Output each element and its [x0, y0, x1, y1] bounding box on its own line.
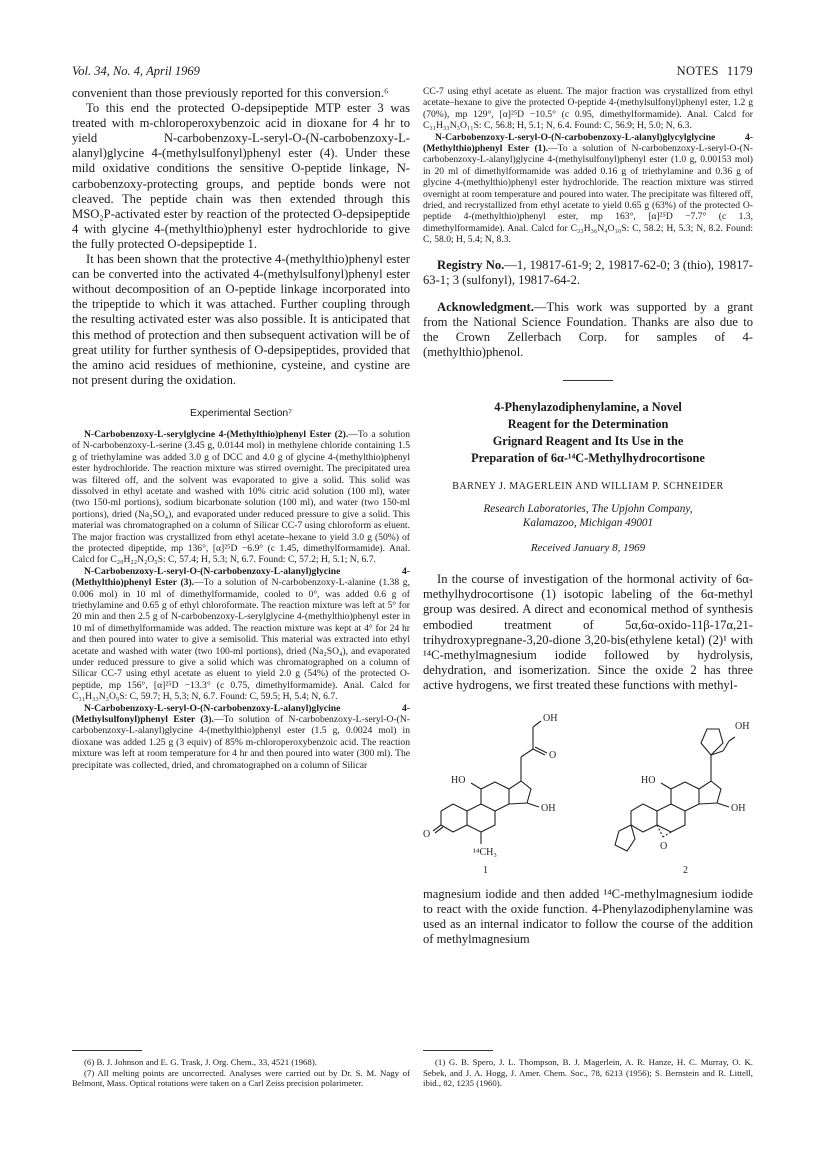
author-affiliation — [423, 502, 753, 530]
s1-ch3-label: ¹⁴CH₃ — [473, 847, 497, 858]
section-name: NOTES — [676, 64, 719, 78]
entry-body: —To a solution of N-carbobenzoxy-L-seryl-O-(N-carbobenzoxy-L-alanyl)glycine 4-(methylsulfonyl)phenyl ester (1.0 g, 0.00153 mol) in 20 ml of dimethylformamide was added 0.16 g of triethylamine and 0.36 g of glycine 4-(methylthio)phenyl ester hydrochloride. The reaction mixture was stirred overnight at room temperature and poured into water. The precipitate was filtered off, dried, and recrystallized from ethyl acetate to yield 0.65 g (63%) of the protected O-peptide 4-(methylthio)phenyl ester, mp 163°, [α]²⁵D −7.7° (c 1.3, dimethylformamide). Anal. Calcd for C₃₃H₃₆N₄O₁₀S: C, 58.2; H, 5.3; N, 8.2. Found: C, 58.0; H, 5.4; N, 8.3. — [423, 143, 753, 246]
title-line: Reagent for the Determination — [507, 417, 669, 432]
paragraph: It has been shown that the protective 4-(methylthio)phenyl ester can be converted into the activated 4-(methylsulfonyl)phenyl ester without decomposition of an O-peptide linkage incorporated into the tripeptide to which it was attached. Further coupling through the resulting activated ester was also possible. It is anticipated that this method of protection and then subsequent activation will be of great utility for further synthesis of O-depsipeptides, provided that the amino acid residues of methionine, cysteine, and cystine are not present during the oxidation. — [72, 252, 410, 387]
running-header-section — [677, 64, 753, 79]
entry-body: —To a solution of N-carbobenzoxy-L-serine (3.45 g, 0.0144 mol) in methylene chloride containing 1.5 g of triethylamine was added 3.0 g of DCC and 4.0 g of glycine 4-(methylthio)phenyl ester hydrochloride. The reaction mixture was stirred overnight. The precipitated urea was filtered off, and the solvent was evaporated to give a solid. This solid was dissolved in ethyl acetate and washed with 10% citric acid solution (100 ml), water (two 150-ml portions), sodium bicarbonate solution (100 ml), and water (two 150-ml portions), dried (Na₂SO₄), and evaporated under reduced pressure to give a solid. This material was chromatographed on a column of Silicar CC-7 using chloroform as eluent. The major fraction was crystallized from ethyl acetate–hexane to yield 3.0 g (50%) of the protected dipeptide, mp 136°, [α]²⁵D −6.9° (c 1.45, dimethylformamide). Anal. Calcd for C₂₀H₂₂N₂O₅S: C, 57.4; H, 5.3; N, 6.7. Found: C, 57.2; H, 5.1; N, 6.7. — [72, 428, 410, 566]
footnote-rule — [72, 1050, 142, 1051]
paragraph-continued: magnesium iodide and then added ¹⁴C-methylmagnesium iodide to react with the oxide function. 4-Phenylazodiphenylamine was used as an internal indicator to follow the course of the addition of methylmagnesium — [423, 887, 753, 947]
experimental-entry — [72, 703, 410, 771]
footnote-7: (7) All melting points are uncorrected. Analyses were carried out by Dr. S. M. Nagy of Belmont, Mass. Optical rotations were taken on a Carl Zeiss precision polarimeter. — [72, 1067, 410, 1089]
experimental-entry — [423, 132, 753, 246]
s2-epoxide-o-label: O — [660, 841, 668, 852]
experimental-entry — [72, 429, 410, 566]
footnote-1: (1) G. B. Spero, J. L. Thompson, B. J. Magerlein, A. R. Hanze, H. C. Murray, O. K. Sebek, and J. A. Hogg, J. Amer. Chem. Soc., 78, 6213 (1956); S. Bernstein and R. Littell, ibid., 82, 1235 (1960). — [423, 1057, 753, 1089]
entry-body: —To a solution of N-carbobenzoxy-L-alanine (1.38 g, 0.006 mol) in 10 ml of dimethylformamide, cooled to 0°, was added 0.6 g of triethylamine and 0.65 g of ethyl chloroformate. The reaction mixture was left at 5° for 20 min and then 2.5 g of N-carbobenzoxy-L-serylglycine 4-(methylthio)phenyl ester in 10 ml of dimethylformamide was added. The reaction mixture was kept at 4° for 24 hr and then poured into water to give a semisolid. This material was extracted into ethyl acetate and washed with water (two 100-ml portions), dried (Na₂SO₄), and evaporated under reduced pressure to give a solid which was chromatographed on a column of Silicar CC-7 using ethyl acetate as eluent to yield 2.0 g (54%) of the protected O-peptide, mp 156°, [α]²⁵D −13.3° (c 0.75, dimethylformamide). Anal. Calcd for C₃₁H₃₃N₃O₉S: C, 59.7; H, 5.3; N, 6.7. Found: C, 59.5; H, 5.4; N, 6.7. — [72, 577, 411, 703]
s2-oh-top-label: OH — [735, 721, 750, 732]
acknowledgment — [423, 300, 753, 360]
s1-oh-side-label: OH — [541, 803, 556, 814]
entry-title: N-Carbobenzoxy-L-seryl-O-(N-carbobenzoxy-L-alanyl)glycine 4-(Methylsulfonyl)phenyl Ester (3). — [72, 702, 410, 726]
registry-text: —1, 19817-61-9; 2, 19817-62-0; 3 (thio), 19817-63-1; 3 (sulfonyl), 19817-64-2. — [423, 257, 753, 287]
registry-label: Registry No. — [437, 257, 505, 272]
article-title — [423, 399, 753, 467]
structure-drawing — [423, 699, 753, 879]
article-divider — [563, 380, 613, 381]
received-date: Received January 8, 1969 — [530, 542, 646, 555]
s2-oh-side-label: OH — [731, 803, 746, 814]
page-number: 1179 — [726, 64, 753, 78]
paragraph-intro: In the course of investigation of the hormonal activity of 6α-methylhydrocortisone (1) isotopic labeling of the 6α-methyl group was desired. A direct and economical method of synthesis embodied treatment of 5α,6α-oxido-11β-17α,21-trihydroxypregnane-3,20-dione 3,20-bis(ethylene ketal) (2)¹ with ¹⁴C-methylmagnesium iodide followed by hydrolysis, dehydration, and isomerization. Since the oxide 2 has three active hydrogens, we first treated these functions with methyl- — [423, 572, 753, 692]
experimental-entry — [72, 566, 410, 703]
footnote-rule — [423, 1050, 493, 1051]
left-column — [72, 86, 410, 771]
s1-ho-label: HO — [451, 775, 466, 786]
chemical-structures — [423, 699, 753, 879]
footnotes-left — [72, 1050, 410, 1089]
affiliation-line: Research Laboratories, The Upjohn Company, — [483, 503, 693, 516]
registry-numbers — [423, 258, 753, 288]
footnote-6: (6) B. J. Johnson and E. G. Trask, J. Org. Chem., 33, 4521 (1968). — [84, 1057, 317, 1067]
affiliation-line: Kalamazoo, Michigan 49001 — [522, 517, 654, 530]
s1-carbonyl-o-label: O — [549, 750, 557, 761]
s1-compound-number: 1 — [483, 865, 488, 876]
entry-title: N-Carbobenzoxy-L-seryl-O-(N-carbobenzoxy-L-alanyl)glycylglycine 4-(Methylthio)phenyl Ester (1). — [423, 131, 753, 155]
s1-ketone-o-label: O — [423, 829, 431, 840]
footnotes-right — [423, 1050, 753, 1089]
entry-title: N-Carbobenzoxy-L-seryl-O-(N-carbobenzoxy-L-alanyl)glycine 4-(Methylthio)phenyl Ester (3). — [72, 565, 410, 589]
paragraph: To this end the protected O-depsipeptide MTP ester 3 was treated with m-chloroperoxybenzoic acid in dioxane for 4 hr to yield N-carbobenzoxy-L-seryl-O-(N-carbobenzoxy-L-alanyl)glycine 4-(methylsulfonyl)phenyl ester (4). Under these mild oxidative conditions the sensitive O-peptide linkage, N-carbobenzoxy-protecting groups, and peptide bonds were not cleaved. The peptide chain was then extended through this MSO₂P-activated ester by reaction of the protected O-depsipeptide 4 with glycine 4-(methylthio)phenyl ester hydrochloride to give the fully protected O-depsipeptide 1. — [72, 101, 410, 251]
section-heading-experimental: Experimental Section⁷ — [190, 407, 292, 419]
right-column — [423, 86, 753, 947]
experimental-continuation: CC-7 using ethyl acetate as eluent. The major fraction was crystallized from ethyl acetate–hexane to give the protected O-peptide 4-(methylsulfonyl)phenyl ester, 1.2 g (70%), mp 129°, [α]²⁵D −10.5° (c 0.95, dimethylformamide). Anal. Calcd for C₃₁H₃₃N₃O₁₁S: C, 56.8; H, 5.1; N, 6.4. Found: C, 56.9; H, 5.0; N, 6.3. — [423, 86, 753, 132]
s1-oh-top-label: OH — [543, 713, 558, 724]
article-authors: BARNEY J. MAGERLEIN AND WILLIAM P. SCHNEIDER — [452, 481, 724, 493]
title-line: 4-Phenylazodiphenylamine, a Novel — [494, 400, 682, 415]
s2-compound-number: 2 — [683, 865, 688, 876]
title-line: Preparation of 6α-¹⁴C-Methylhydrocortisone — [471, 451, 705, 466]
running-header-journal: Vol. 34, No. 4, April 1969 — [72, 64, 200, 78]
ack-label: Acknowledgment. — [437, 299, 534, 314]
entry-title: N-Carbobenzoxy-L-serylglycine 4-(Methylthio)phenyl Ester (2). — [84, 428, 349, 440]
ack-text: —This work was supported by a grant from the National Science Foundation. Thanks are also due to the Crown Zellerbach Corp. for samples of 4-(methylthio)phenol. — [423, 299, 753, 360]
paragraph-continuation: convenient than those previously reported for this conversion.⁶ — [72, 86, 389, 100]
s2-ho-label: HO — [641, 775, 656, 786]
title-line: Grignard Reagent and Its Use in the — [492, 434, 684, 449]
structure-2 — [615, 729, 735, 851]
entry-body: —To solution of N-carbobenzoxy-L-seryl-O-(N-carbobenzoxy-L-alanyl)glycine 4-(methylthio)phenyl ester (1.5 g, 0.0024 mol) in dioxane was added 1.25 g (3 equiv) of 85% m-chloroperoxybenzoic acid. The reaction mixture was left at room temperature for 4 hr and then poured into water (300 ml). The precipitate was collected, dried, and chromatographed on a column of Silicar — [72, 714, 410, 771]
